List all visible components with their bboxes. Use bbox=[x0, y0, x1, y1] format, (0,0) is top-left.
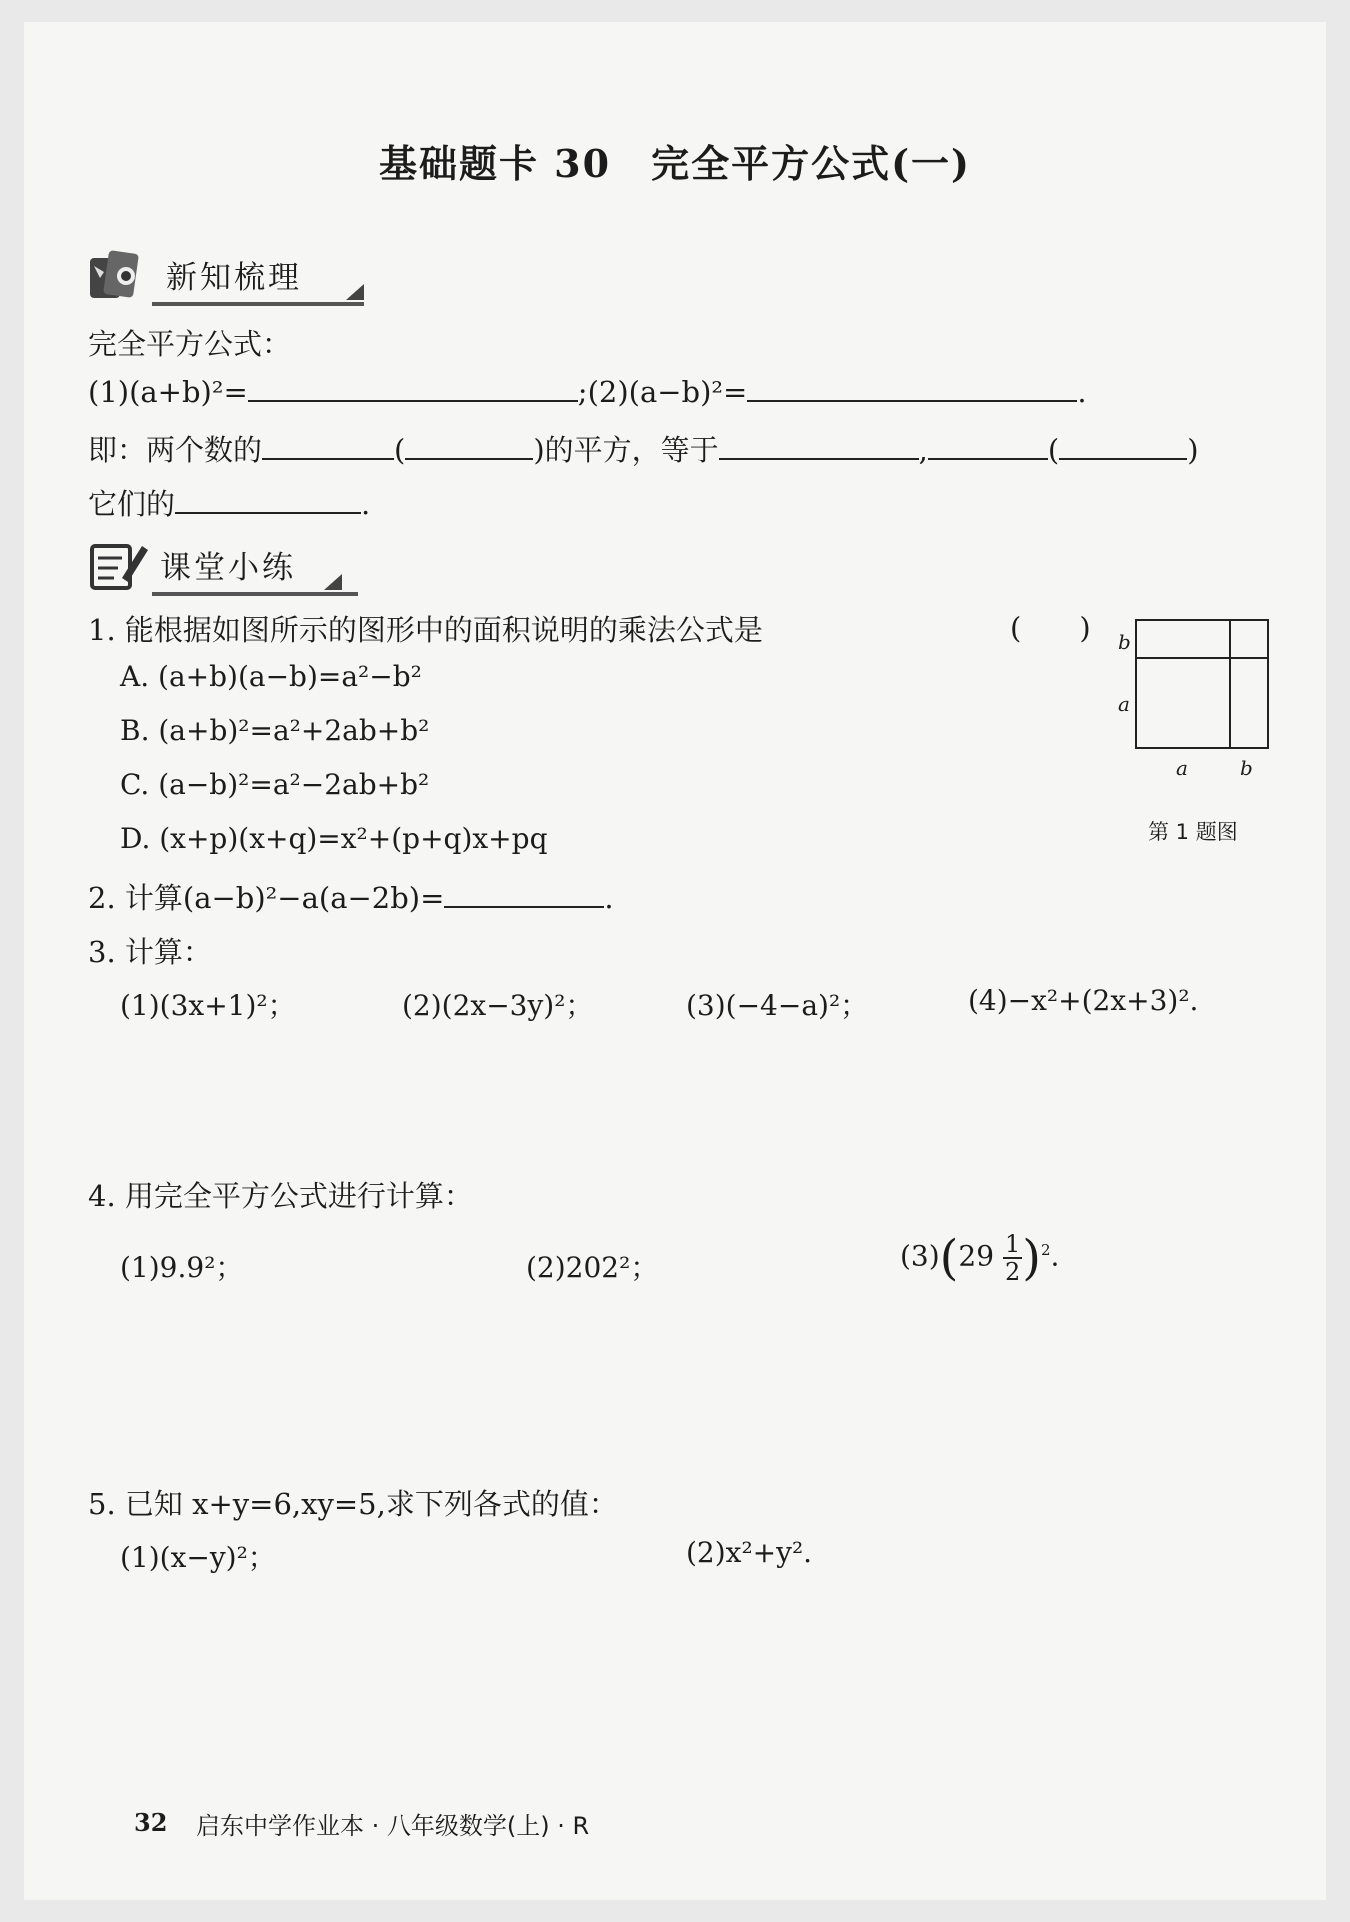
desc-text: )的平方，等于 bbox=[533, 433, 719, 467]
answer-blank[interactable] bbox=[747, 374, 1077, 402]
q4-part-3 bbox=[900, 1230, 1059, 1286]
q4-part-3-end: . bbox=[1050, 1239, 1060, 1273]
formula-description bbox=[88, 428, 1199, 469]
desc-text: , bbox=[918, 433, 928, 467]
answer-blank[interactable] bbox=[405, 432, 533, 460]
q3-part-2: (2)(2x−3y)²； bbox=[402, 989, 594, 1022]
q1-option-c[interactable]: C. (a−b)²=a²−2ab+b² bbox=[120, 768, 430, 801]
formula1-prefix: (1)(a+b)²= bbox=[88, 375, 248, 409]
desc-text: . bbox=[361, 487, 371, 521]
answer-blank[interactable] bbox=[444, 880, 604, 908]
figure-label-b-left: b bbox=[1118, 630, 1131, 654]
desc-text: ) bbox=[1187, 433, 1199, 467]
pencil-notebook-icon bbox=[88, 540, 150, 592]
formula2-end: . bbox=[1077, 375, 1087, 409]
q4-part-3-prefix: (3) bbox=[900, 1239, 940, 1273]
q3-stem: 3. 计算： bbox=[88, 935, 212, 969]
figure-caption: 第 1 题图 bbox=[1148, 820, 1238, 844]
heading-triangle-icon bbox=[324, 574, 342, 590]
formula2-prefix: ;(2)(a−b)²= bbox=[577, 375, 748, 409]
book-title: 启东中学作业本 · 八年级数学(上) · R bbox=[196, 1812, 590, 1840]
q4-part-1: (1)9.9²； bbox=[120, 1251, 244, 1284]
formula-line bbox=[88, 374, 1087, 409]
heading-rule bbox=[152, 302, 364, 306]
answer-blank[interactable] bbox=[1059, 432, 1187, 460]
q5-stem: 5. 已知 x+y=6,xy=5,求下列各式的值： bbox=[88, 1487, 618, 1521]
answer-blank[interactable] bbox=[175, 486, 361, 514]
answer-blank[interactable] bbox=[719, 432, 919, 460]
q1-stem: 1. 能根据如图所示的图形中的面积说明的乘法公式是 bbox=[88, 613, 763, 647]
page-title: 基础题卡 30 完全平方公式(一) bbox=[378, 141, 972, 186]
section-heading-label: 课堂小练 bbox=[160, 550, 296, 586]
exponent: 2 bbox=[1040, 1241, 1051, 1260]
q2-line bbox=[88, 876, 614, 917]
q5-part-1: (1)(x−y)²； bbox=[120, 1541, 276, 1574]
formula-intro: 完全平方公式： bbox=[88, 327, 292, 361]
notebook-icon bbox=[88, 250, 154, 302]
q1-option-b[interactable]: B. (a+b)²=a²+2ab+b² bbox=[120, 714, 430, 747]
q3-part-3: (3)(−4−a)²； bbox=[686, 989, 869, 1022]
left-paren: ( bbox=[939, 1230, 959, 1286]
desc-text: ( bbox=[1047, 433, 1060, 467]
section-heading-label: 新知梳理 bbox=[166, 260, 302, 296]
figure-label-a-bottom: a bbox=[1176, 756, 1188, 780]
fraction bbox=[1003, 1231, 1022, 1286]
q4-stem: 4. 用完全平方公式进行计算： bbox=[88, 1179, 473, 1213]
formula-description-cont bbox=[88, 482, 370, 523]
q1-answer-paren[interactable]: ( ) bbox=[1010, 611, 1091, 645]
q3-part-1: (1)(3x+1)²； bbox=[120, 989, 296, 1022]
fraction-denominator: 2 bbox=[1004, 1258, 1021, 1286]
desc-text: 它们的 bbox=[88, 487, 176, 521]
q2-stem: 2. 计算(a−b)²−a(a−2b)= bbox=[88, 881, 445, 915]
q1-option-d[interactable]: D. (x+p)(x+q)=x²+(p+q)x+pq bbox=[120, 822, 548, 855]
mixed-number-whole: 29 bbox=[958, 1239, 995, 1273]
desc-text: ( bbox=[394, 433, 406, 467]
figure-label-a-left: a bbox=[1118, 692, 1130, 716]
answer-blank[interactable] bbox=[248, 374, 578, 402]
heading-triangle-icon bbox=[346, 284, 364, 300]
right-paren: ) bbox=[1022, 1230, 1041, 1286]
q2-end: . bbox=[604, 881, 614, 915]
heading-rule bbox=[152, 592, 358, 596]
q5-part-2: (2)x²+y². bbox=[686, 1536, 813, 1569]
section-heading-classroom-practice bbox=[88, 536, 358, 596]
q3-part-4: (4)−x²+(2x+3)². bbox=[968, 984, 1199, 1017]
answer-blank[interactable] bbox=[262, 432, 394, 460]
page-number: 32 bbox=[134, 1808, 168, 1837]
q1-option-a[interactable]: A. (a+b)(a−b)=a²−b² bbox=[120, 660, 422, 693]
desc-text: 即：两个数的 bbox=[88, 433, 263, 467]
fraction-numerator: 1 bbox=[1004, 1229, 1021, 1258]
figure-label-b-bottom: b bbox=[1240, 756, 1253, 780]
section-heading-new-knowledge bbox=[88, 246, 368, 306]
figure-square bbox=[1136, 620, 1268, 748]
q4-part-2: (2)202²； bbox=[526, 1251, 659, 1284]
answer-blank[interactable] bbox=[928, 432, 1048, 460]
